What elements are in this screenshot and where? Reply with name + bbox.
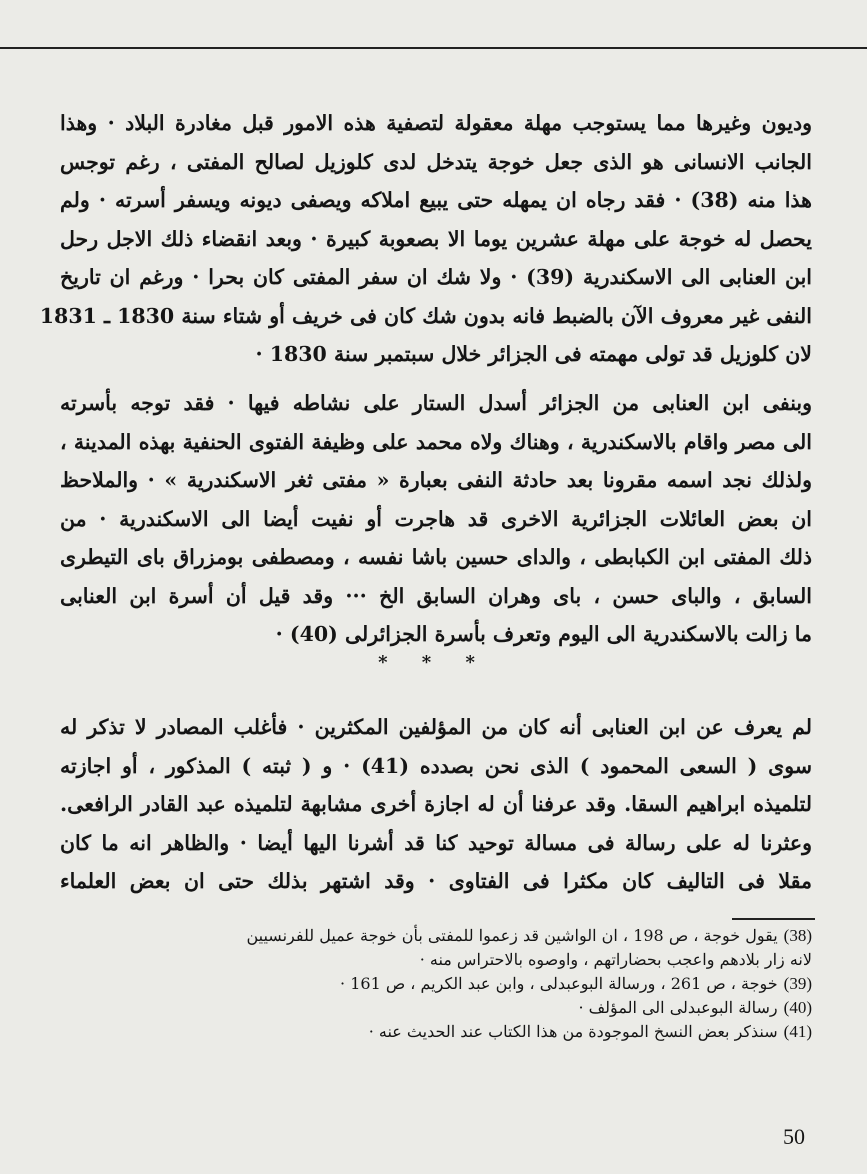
footnote-text: سنذكر بعض النسخ الموجودة من هذا الكتاب عند الحديث عنه · [368,1022,778,1041]
text-line: ما زالت بالاسكندرية الى اليوم وتعرف بأسرة الجزائرلى (40) · [275,622,812,646]
text-line: سوى ( السعى المحمود ) الذى نحن بصدده (41) · و ( ثبته ) المذكور ، أو اجازته [60,753,812,778]
paragraph-1 [39,104,813,374]
text-line: لتلميذه ابراهيم السقا. وقد عرفنا أن له اجازة أخرى مشابهة لتلميذه عبد القادر الرافعى. [60,792,812,816]
footnote-number: (41) [783,1022,812,1041]
text-line: ذلك المفتى ابن الكبابطى ، والداى حسين باشا نفسه ، ومصطفى بومزراق باى التيطرى [60,545,812,569]
text-line: الجانب الانسانى هو الذى جعل خوجة يتدخل لدى كلوزيل لصالح المفتى ، رغم توجس [60,149,812,174]
footnote-number: (40) [783,998,812,1017]
text-line: وعثرنا له على رسالة فى مسالة توحيد كنا قد أشرنا اليها أيضا · والظاهر انه ما كان [60,830,812,855]
text-line: لم يعرف عن ابن العنابى أنه كان من المؤلفين المكثرين · فأغلب المصادر لا تذكر له [60,715,812,739]
footnote-text: رسالة البوعبدلى الى المؤلف · [578,998,778,1017]
footnote-text: خوجة ، ص 261 ، ورسالة البوعبدلى ، وابن عبد الكريم ، ص 161 · [340,974,778,993]
text-line: يحصل له خوجة على مهلة عشرين يوما الا بصعوبة كبيرة · وبعد انقضاء ذلك الاجل رحل [60,226,812,251]
text-line: النفى غير معروف الآن بالضبط فانه بدون شك كان فى خريف أو شتاء سنة 1830 ـ 1831 [39,303,812,328]
footnote-39 [60,972,812,996]
footnote-rule [732,918,815,920]
text-line: وبنفى ابن العنابى من الجزائر أسدل الستار على نشاطه فيها · فقد توجه بأسرته [60,391,812,415]
paragraph-2 [60,384,812,654]
page-number: 50 [783,1124,805,1149]
paragraph-3 [60,708,812,901]
section-break: * * * [378,652,489,673]
footnotes [60,924,812,1044]
footnote-number: (39) [783,974,812,993]
text-line: مقلا فى التاليف كان مكثرا فى الفتاوى · وقد اشتهر بذلك حتى ان بعض العلماء [60,869,812,893]
footnote-continuation: لانه زار بلادهم واعجب بحضاراتهم ، واوصوه بالاحتراس منه · [419,950,812,969]
text-line: ان بعض العائلات الجزائرية الاخرى قد هاجرت أو نفيت أيضا الى الاسكندرية · من [60,506,812,531]
text-line: السابق ، والباى حسن ، باى وهران السابق الخ ··· وقد قيل أن أسرة ابن العنابى [60,583,812,608]
text-line: لان كلوزيل قد تولى مهمته فى الجزائر خلال سبتمبر سنة 1830 · [255,342,812,366]
text-line: ولذلك نجد اسمه مقرونا بعد حادثة النفى بعبارة « مفتى ثغر الاسكندرية » · والملاحظ [60,468,812,492]
footnote-38 [60,924,812,948]
footnote-40 [60,996,812,1020]
text-line: هذا منه (38) · فقد رجاه ان يمهله حتى يبيع املاكه ويصفى ديونه ويسفر أسرته · ولم [60,188,812,212]
footnote-number: (38) [783,926,812,945]
text-line: الى مصر واقام بالاسكندرية ، وهناك ولاه محمد على وظيفة الفتوى الحنفية بهذه المدينة ، [60,429,812,454]
text-line: ابن العنابى الى الاسكندرية (39) · ولا شك ان سفر المفتى كان بحرا · ورغم ان تاريخ [60,265,813,289]
text-line: وديون وغيرها مما يستوجب مهلة معقولة لتصفية هذه الامور قبل مغادرة البلاد · وهذا [60,111,812,135]
footnote-text: يقول خوجة ، ص 198 ، ان الواشين قد زعموا للمفتى بأن خوجة عميل للفرنسيين [246,926,778,945]
header-rule [0,47,867,49]
footnote-41 [60,1020,812,1044]
